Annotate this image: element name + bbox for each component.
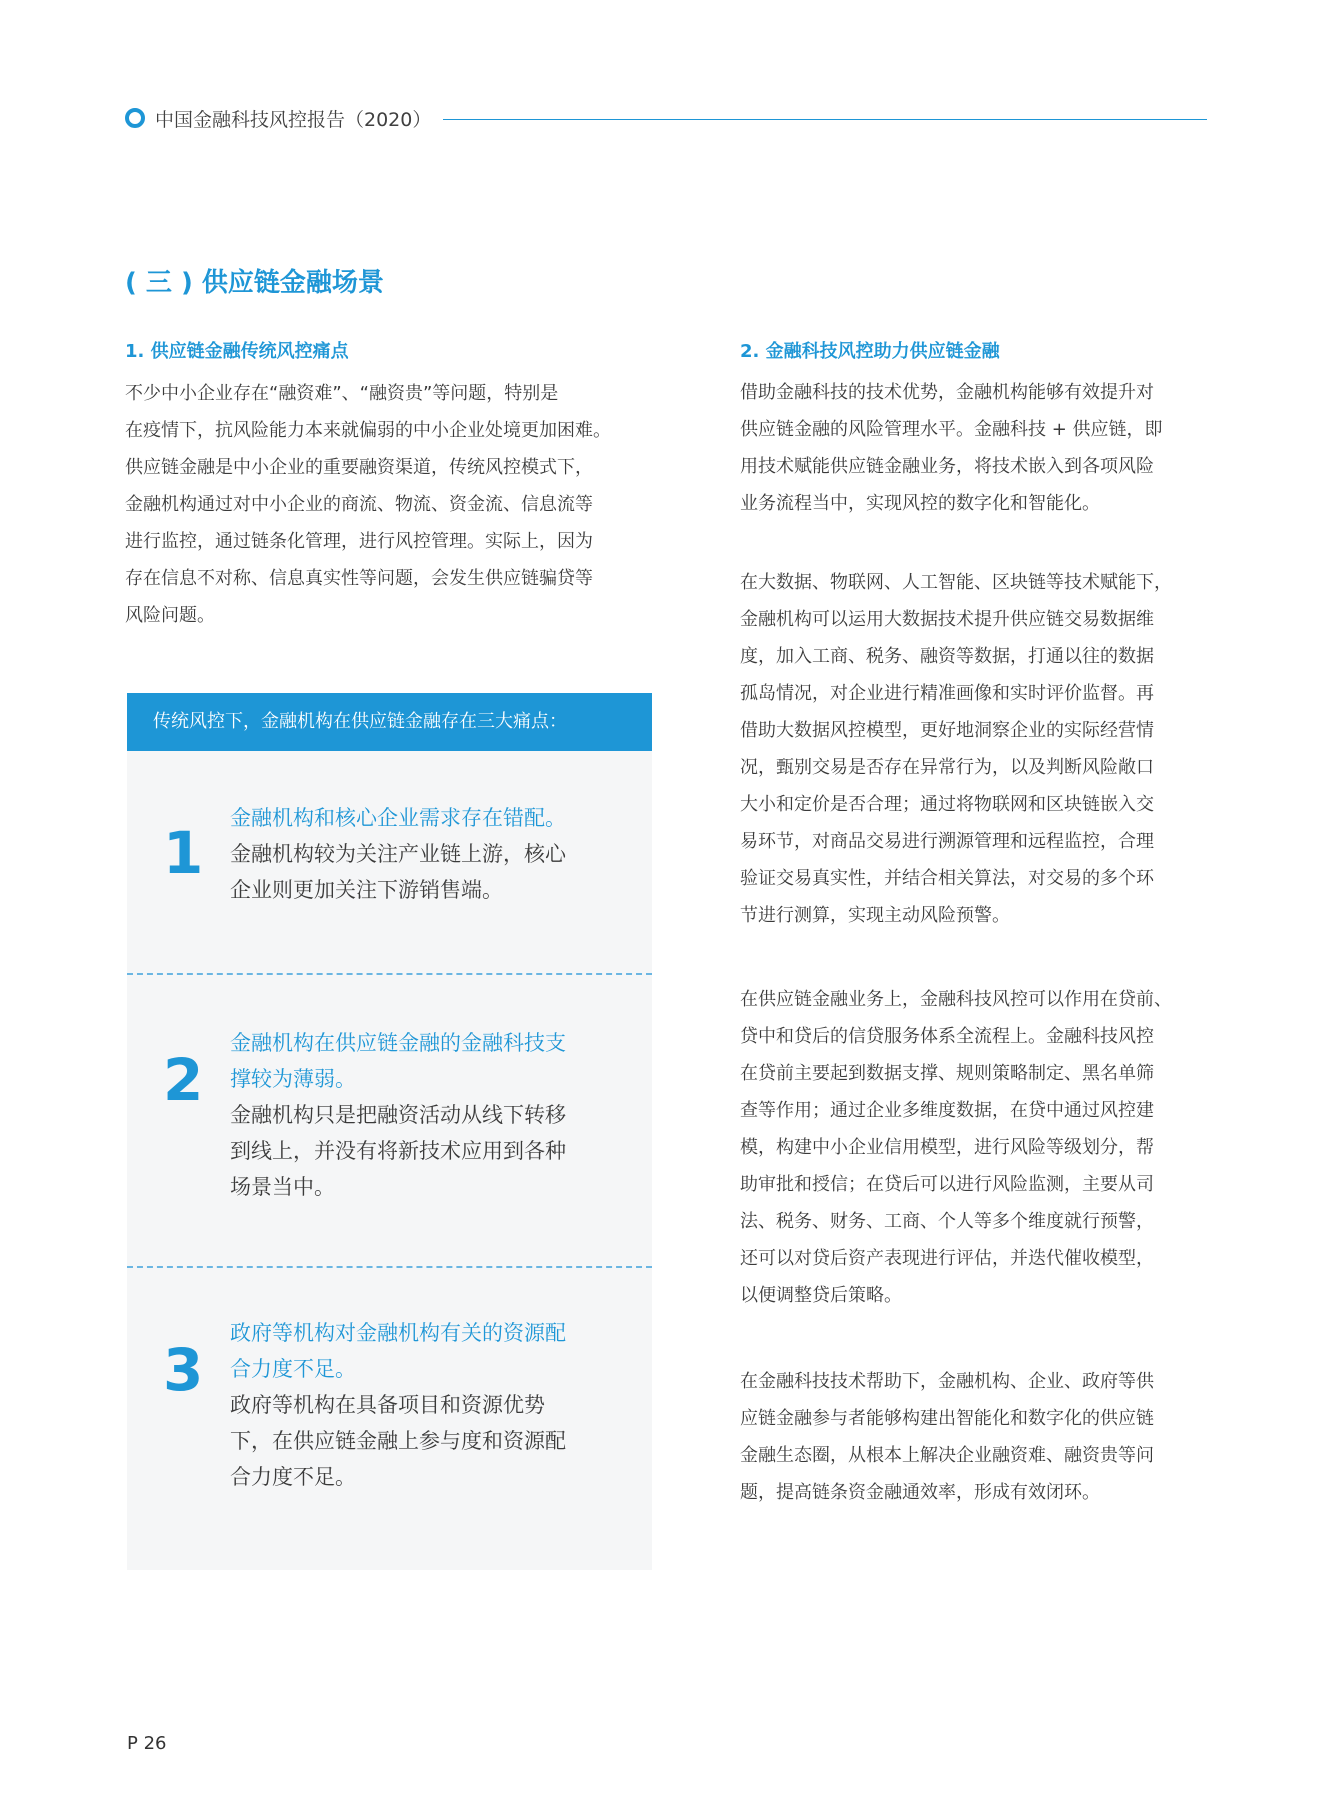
paragraph-line: 以便调整贷后策略。: [740, 1285, 902, 1306]
pain-point-text: [230, 800, 566, 908]
left-paragraph: [125, 375, 655, 634]
paragraph-line: 借助金融科技的技术优势，金融机构能够有效提升对: [740, 382, 1154, 403]
paragraph-line: 在大数据、物联网、人工智能、区块链等技术赋能下，: [740, 572, 1172, 593]
paragraph-line: 供应链金融的风险管理水平。金融科技 + 供应链，即: [740, 419, 1163, 440]
report-title: 中国金融科技风控报告（2020）: [155, 108, 432, 131]
paragraph-line: 进行监控，通过链条化管理，进行风控管理。实际上，因为: [125, 531, 593, 552]
pain-point-desc: 政府等机构在具备项目和资源优势: [230, 1393, 545, 1417]
left-subtitle: 1. 供应链金融传统风控痛点: [125, 341, 349, 362]
paragraph-line: 在疫情下，抗风险能力本来就偏弱的中小企业处境更加困难。: [125, 420, 611, 441]
paragraph-line: 金融机构通过对中小企业的商流、物流、资金流、信息流等: [125, 494, 593, 515]
paragraph-line: 验证交易真实性，并结合相关算法，对交易的多个环: [740, 868, 1154, 889]
circle-icon: [125, 108, 145, 128]
paragraph-line: 供应链金融是中小企业的重要融资渠道，传统风控模式下，: [125, 457, 593, 478]
paragraph-line: 业务流程当中，实现风控的数字化和智能化。: [740, 493, 1100, 514]
pain-point-desc: 到线上，并没有将新技术应用到各种: [230, 1139, 566, 1163]
paragraph-line: 查等作用；通过企业多维度数据，在贷中通过风控建: [740, 1100, 1154, 1121]
section-title: ( 三 ) 供应链金融场景: [125, 268, 384, 298]
paragraph-line: 存在信息不对称、信息真实性等问题，会发生供应链骗贷等: [125, 568, 593, 589]
paragraph-line: 在供应链金融业务上，金融科技风控可以作用在贷前、: [740, 989, 1172, 1010]
paragraph-line: 用技术赋能供应链金融业务，将技术嵌入到各项风险: [740, 456, 1154, 477]
right-paragraph: [740, 564, 1210, 934]
paragraph-line: 节进行测算，实现主动风险预警。: [740, 905, 1010, 926]
pain-points-box: [127, 693, 652, 1570]
pain-point-desc: 下，在供应链金融上参与度和资源配: [230, 1429, 566, 1453]
paragraph-line: 不少中小企业存在“融资难”、“融资贵”等问题，特别是: [125, 383, 559, 404]
paragraph-line: 况，甄别交易是否存在异常行为，以及判断风险敞口: [740, 757, 1154, 778]
paragraph-line: 借助大数据风控模型，更好地洞察企业的实际经营情: [740, 720, 1154, 741]
paragraph-line: 应链金融参与者能够构建出智能化和数字化的供应链: [740, 1408, 1154, 1429]
paragraph-line: 还可以对贷后资产表现进行评估，并迭代催收模型，: [740, 1248, 1154, 1269]
pain-point-title: 合力度不足。: [230, 1357, 356, 1381]
pain-point-title: 撑较为薄弱。: [230, 1067, 356, 1091]
header-divider: [443, 119, 1207, 120]
paragraph-line: 度，加入工商、税务、融资等数据，打通以往的数据: [740, 646, 1154, 667]
pain-point-text: [230, 1315, 566, 1495]
paragraph-line: 易环节，对商品交易进行溯源管理和远程监控，合理: [740, 831, 1154, 852]
paragraph-line: 大小和定价是否合理；通过将物联网和区块链嵌入交: [740, 794, 1154, 815]
paragraph-line: 在贷前主要起到数据支撑、规则策略制定、黑名单筛: [740, 1063, 1154, 1084]
paragraph-line: 金融机构可以运用大数据技术提升供应链交易数据维: [740, 609, 1154, 630]
paragraph-line: 风险问题。: [125, 605, 215, 626]
pain-point-text: [230, 1025, 566, 1205]
report-header: [125, 104, 1207, 132]
paragraph-line: 贷中和贷后的信贷服务体系全流程上。金融科技风控: [740, 1026, 1154, 1047]
page-number: P 26: [127, 1733, 167, 1754]
pain-points-header: 传统风控下，金融机构在供应链金融存在三大痛点：: [127, 693, 652, 751]
right-subtitle: 2. 金融科技风控助力供应链金融: [740, 341, 1000, 362]
pain-point-desc: 金融机构只是把融资活动从线下转移: [230, 1103, 566, 1127]
pain-point-title: 金融机构和核心企业需求存在错配。: [230, 806, 566, 830]
right-paragraph: [740, 981, 1210, 1314]
paragraph-line: 题，提高链条资金融通效率，形成有效闭环。: [740, 1482, 1100, 1503]
right-paragraph: [740, 374, 1210, 522]
pain-point-title: 政府等机构对金融机构有关的资源配: [230, 1321, 566, 1345]
pain-point-desc: 企业则更加关注下游销售端。: [230, 878, 503, 902]
dashed-divider: [127, 973, 652, 975]
pain-point-number: 2: [163, 1046, 204, 1114]
paragraph-line: 孤岛情况，对企业进行精准画像和实时评价监督。再: [740, 683, 1154, 704]
paragraph-line: 模，构建中小企业信用模型，进行风险等级划分，帮: [740, 1137, 1154, 1158]
pain-point-desc: 场景当中。: [230, 1175, 335, 1199]
paragraph-line: 法、税务、财务、工商、个人等多个维度就行预警，: [740, 1211, 1154, 1232]
pain-point-title: 金融机构在供应链金融的金融科技支: [230, 1031, 566, 1055]
pain-point-number: 1: [163, 819, 204, 887]
paragraph-line: 在金融科技技术帮助下，金融机构、企业、政府等供: [740, 1371, 1154, 1392]
pain-point-desc: 金融机构较为关注产业链上游，核心: [230, 842, 566, 866]
paragraph-line: 助审批和授信；在贷后可以进行风险监测，主要从司: [740, 1174, 1154, 1195]
dashed-divider: [127, 1266, 652, 1268]
pain-point-number: 3: [163, 1336, 204, 1404]
paragraph-line: 金融生态圈，从根本上解决企业融资难、融资贵等问: [740, 1445, 1154, 1466]
right-paragraph: [740, 1363, 1210, 1511]
pain-point-desc: 合力度不足。: [230, 1465, 356, 1489]
